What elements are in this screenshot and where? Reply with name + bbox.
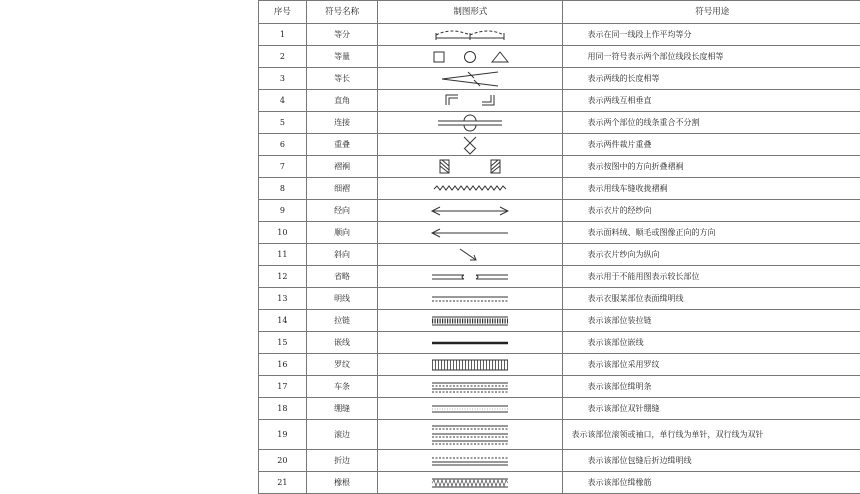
elastic-band-icon <box>420 473 520 493</box>
row-symbol-name: 拉链 <box>306 310 378 332</box>
rib-knit-icon <box>420 355 520 375</box>
row-symbol-name: 车条 <box>306 376 378 398</box>
row-num: 9 <box>259 200 307 222</box>
row-symbol-name: 橡根 <box>306 472 378 494</box>
row-figure <box>378 266 563 288</box>
joined-lines-icon <box>420 113 520 133</box>
row-figure <box>378 332 563 354</box>
row-figure <box>378 178 563 200</box>
row-num: 17 <box>259 376 307 398</box>
row-num: 1 <box>259 24 307 46</box>
square-circle-triangle-icon <box>420 47 520 67</box>
row-usage: 表示该部位缉橡筋 <box>563 472 860 494</box>
row-figure <box>378 200 563 222</box>
table-row <box>259 222 860 244</box>
row-symbol-name: 褶裥 <box>306 156 378 178</box>
overlap-cross-icon <box>420 135 520 155</box>
row-usage: 表示两件裁片重叠 <box>563 134 860 156</box>
row-num: 5 <box>259 112 307 134</box>
zipper-icon <box>420 311 520 331</box>
row-figure <box>378 90 563 112</box>
row-num: 14 <box>259 310 307 332</box>
row-symbol-name: 直角 <box>306 90 378 112</box>
row-usage: 表示面料绒、顺毛或图像正向的方向 <box>563 222 860 244</box>
row-usage: 表示该部位嵌线 <box>563 332 860 354</box>
row-num: 18 <box>259 398 307 420</box>
table-row <box>259 46 860 68</box>
row-symbol-name: 等分 <box>306 24 378 46</box>
row-symbol-name: 滚边 <box>306 420 378 450</box>
row-usage: 表示衣服某部位表面缉明线 <box>563 288 860 310</box>
row-figure <box>378 24 563 46</box>
row-symbol-name: 嵌线 <box>306 332 378 354</box>
row-num: 21 <box>259 472 307 494</box>
row-usage: 表示该部位双针绷缝 <box>563 398 860 420</box>
table-row <box>259 332 860 354</box>
row-figure <box>378 310 563 332</box>
topstitch-line-icon <box>420 289 520 309</box>
row-usage: 表示两线的长度相等 <box>563 68 860 90</box>
row-figure <box>378 450 563 472</box>
row-figure <box>378 420 563 450</box>
table-row <box>259 310 860 332</box>
row-figure <box>378 244 563 266</box>
row-usage: 表示该部位缉明条 <box>563 376 860 398</box>
piping-line-icon <box>420 333 520 353</box>
row-symbol-name: 罗纹 <box>306 354 378 376</box>
row-figure <box>378 288 563 310</box>
row-symbol-name: 省略 <box>306 266 378 288</box>
row-symbol-name: 经向 <box>306 200 378 222</box>
row-figure <box>378 68 563 90</box>
row-symbol-name: 顺向 <box>306 222 378 244</box>
table-row <box>259 266 860 288</box>
row-num: 16 <box>259 354 307 376</box>
right-angle-icon <box>420 91 520 111</box>
row-figure <box>378 472 563 494</box>
row-figure <box>378 376 563 398</box>
row-usage: 表示衣片纱向为纵向 <box>563 244 860 266</box>
row-figure <box>378 222 563 244</box>
table-row <box>259 134 860 156</box>
row-symbol-name: 折边 <box>306 450 378 472</box>
table-row <box>259 178 860 200</box>
table-row <box>259 472 860 494</box>
table-row <box>259 68 860 90</box>
row-usage: 表示该部位包缝后折边缉明线 <box>563 450 860 472</box>
header-num: 序号 <box>259 1 307 24</box>
row-figure <box>378 354 563 376</box>
row-usage: 表示两线互相垂直 <box>563 90 860 112</box>
row-usage: 表示两个部位的线条重合不分割 <box>563 112 860 134</box>
row-usage: 表示用于不能用图表示较长部位 <box>563 266 860 288</box>
cover-stitch-icon <box>420 399 520 419</box>
converging-lines-icon <box>420 69 520 89</box>
table-row <box>259 112 860 134</box>
table-row <box>259 288 860 310</box>
row-usage: 表示用线车缝收拢褶裥 <box>563 178 860 200</box>
table-row <box>259 398 860 420</box>
symbol-table <box>258 0 860 494</box>
row-num: 11 <box>259 244 307 266</box>
symbol-table-sheet <box>258 0 860 484</box>
row-symbol-name: 等长 <box>306 68 378 90</box>
header-name: 符号名称 <box>306 1 378 24</box>
row-num: 15 <box>259 332 307 354</box>
folded-hem-icon <box>420 451 520 471</box>
row-usage: 表示在同一线段上作平均等分 <box>563 24 860 46</box>
row-figure <box>378 46 563 68</box>
binding-lines-icon <box>420 422 520 448</box>
row-symbol-name: 明线 <box>306 288 378 310</box>
row-num: 12 <box>259 266 307 288</box>
stitched-strip-icon <box>420 377 520 397</box>
row-figure <box>378 156 563 178</box>
row-num: 4 <box>259 90 307 112</box>
table-row <box>259 24 860 46</box>
row-num: 10 <box>259 222 307 244</box>
row-num: 20 <box>259 450 307 472</box>
dashed-arc-equal-division-icon <box>420 25 520 45</box>
row-num: 6 <box>259 134 307 156</box>
row-usage: 表示该部位滚领或袖口，单行线为单针，双行线为双针 <box>563 420 860 450</box>
table-row <box>259 376 860 398</box>
row-figure <box>378 112 563 134</box>
row-symbol-name: 细褶 <box>306 178 378 200</box>
table-row <box>259 90 860 112</box>
header-usage: 符号用途 <box>563 1 860 24</box>
table-row <box>259 200 860 222</box>
header-figure: 制图形式 <box>378 1 563 24</box>
row-symbol-name: 连接 <box>306 112 378 134</box>
diagonal-arrow-icon <box>420 245 520 265</box>
row-usage: 表示衣片的经纱向 <box>563 200 860 222</box>
double-arrow-icon <box>420 201 520 221</box>
table-row <box>259 420 860 450</box>
row-symbol-name: 绷缝 <box>306 398 378 420</box>
row-usage: 表示该部位采用罗纹 <box>563 354 860 376</box>
row-num: 8 <box>259 178 307 200</box>
row-usage: 表示该部位装拉链 <box>563 310 860 332</box>
row-figure <box>378 134 563 156</box>
zigzag-gather-icon <box>420 179 520 199</box>
table-row <box>259 156 860 178</box>
row-usage: 用同一符号表示两个部位线段长度相等 <box>563 46 860 68</box>
row-num: 13 <box>259 288 307 310</box>
row-num: 2 <box>259 46 307 68</box>
omission-break-icon <box>420 267 520 287</box>
row-symbol-name: 等量 <box>306 46 378 68</box>
pleat-hatch-icon <box>420 157 520 177</box>
row-num: 7 <box>259 156 307 178</box>
row-usage: 表示按图中的方向折叠褶裥 <box>563 156 860 178</box>
table-row <box>259 354 860 376</box>
row-symbol-name: 斜向 <box>306 244 378 266</box>
row-symbol-name: 重叠 <box>306 134 378 156</box>
table-header-row <box>259 1 860 24</box>
row-num: 3 <box>259 68 307 90</box>
row-figure <box>378 398 563 420</box>
table-row <box>259 244 860 266</box>
left-arrow-icon <box>420 223 520 243</box>
table-row <box>259 450 860 472</box>
row-num: 19 <box>259 420 307 450</box>
